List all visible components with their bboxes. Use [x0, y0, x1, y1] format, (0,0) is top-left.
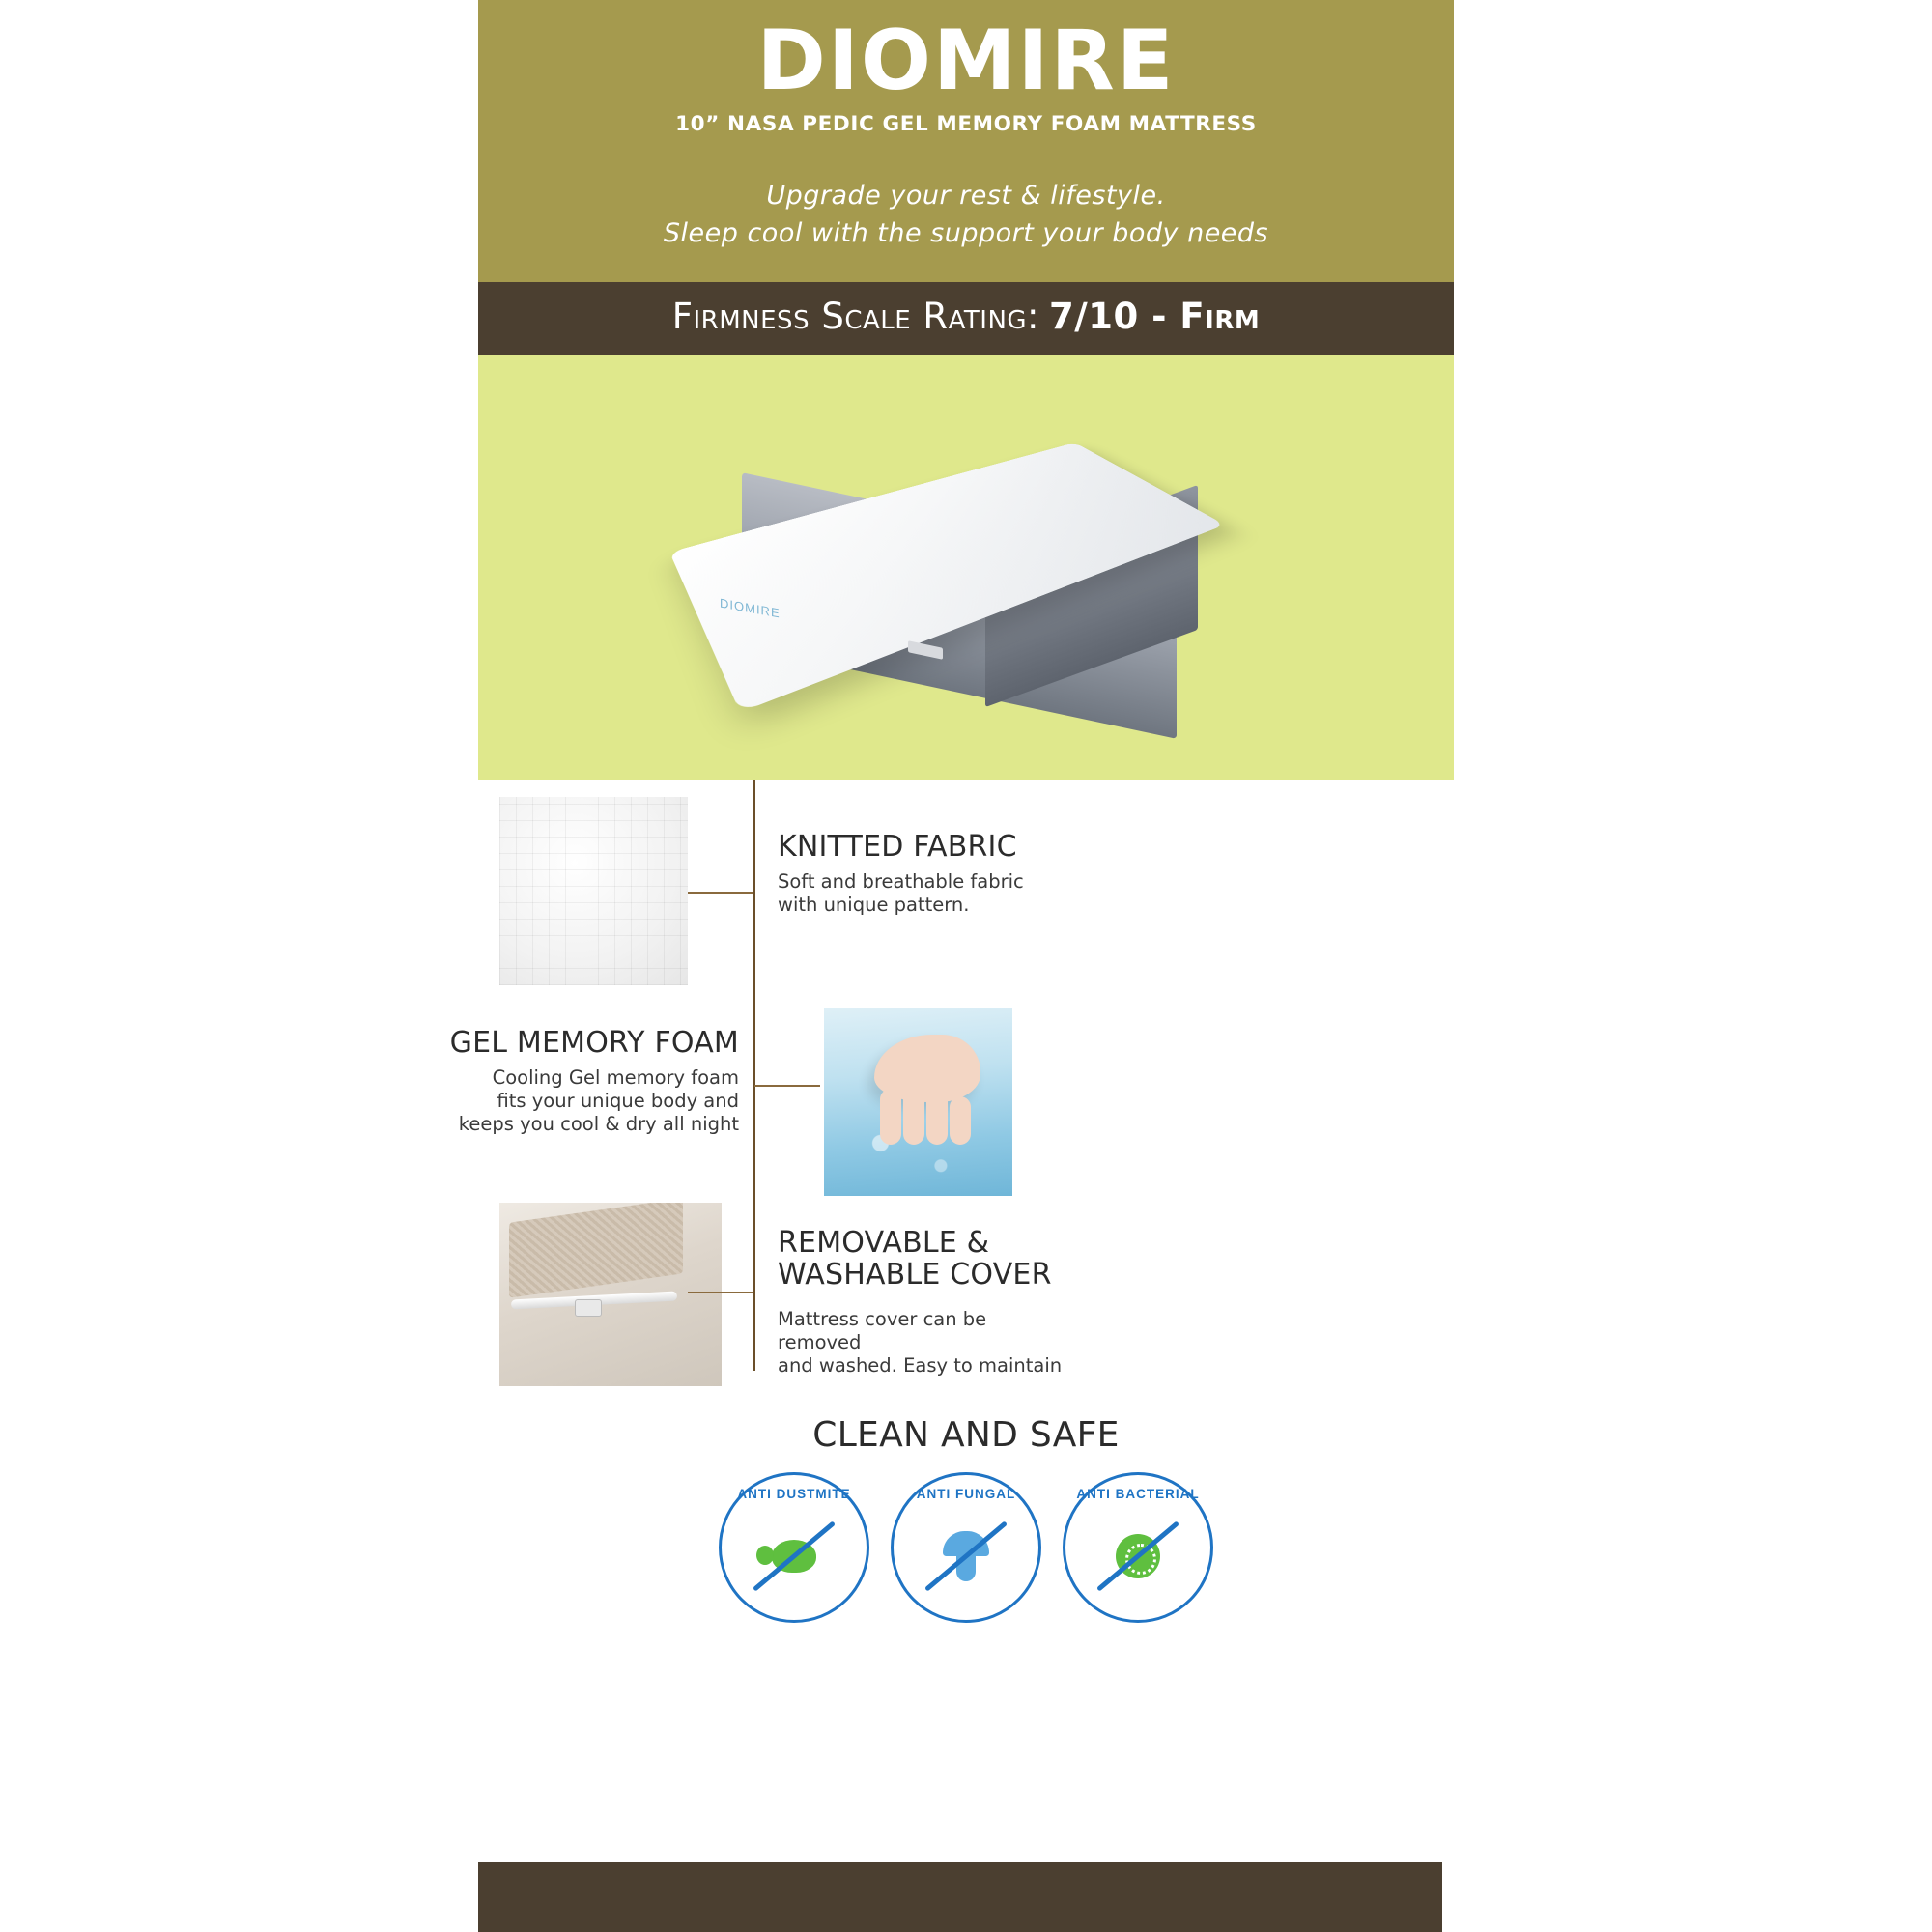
footer-bar: [478, 1862, 1454, 1932]
mattress-logo: DIOMIRE: [720, 595, 781, 621]
feature-desc-1-line1: Soft and breathable fabric: [778, 869, 1024, 893]
bacteria-icon: [1095, 1514, 1180, 1599]
clean-and-safe-title: CLEAN AND SAFE: [812, 1414, 1120, 1455]
feature-title-1: KNITTED FABRIC: [778, 829, 1017, 864]
fungus-icon: [923, 1514, 1009, 1599]
badge-anti-dustmite: [719, 1472, 869, 1623]
badge-anti-fungal: [891, 1472, 1041, 1623]
tagline: [497, 177, 1435, 252]
certification-badges: [478, 1472, 1454, 1623]
hero-product-image: [478, 355, 1454, 780]
connector-line-1: [688, 892, 753, 894]
firmness-label: Firmness Scale Rating:: [671, 295, 1040, 337]
firmness-bar: [478, 282, 1454, 355]
feature-desc-2-line2: fits your unique body and: [497, 1089, 739, 1112]
feature-title-3-line2: WASHABLE COVER: [778, 1257, 1052, 1292]
feature-text-2: [449, 1027, 739, 1137]
knitted-fabric-swatch: [499, 797, 688, 985]
tagline-line-1: Upgrade your rest & lifestyle.: [766, 181, 1166, 212]
feature-desc-2: [449, 1066, 739, 1137]
feature-knitted-fabric: [478, 797, 1454, 990]
feature-gel-memory-foam: [449, 990, 1454, 1183]
page-title: DIOMIRE: [756, 13, 1176, 109]
removable-cover-photo: [499, 1203, 722, 1386]
header-banner: [478, 0, 1454, 282]
firmness-rating: 7/10 - Firm: [1049, 295, 1261, 337]
feature-desc-1-line2: with unique pattern.: [778, 893, 970, 916]
feature-title-2: GEL MEMORY FOAM: [449, 1025, 739, 1060]
feature-desc-2-line1: Cooling Gel memory foam: [492, 1065, 739, 1089]
product-subtitle: 10” NASA PEDIC GEL MEMORY FOAM MATTRESS: [675, 112, 1257, 137]
badge-label-bacterial: ANTI BACTERIAL: [1076, 1486, 1200, 1501]
feature-text-1: [778, 831, 1067, 918]
clean-and-safe-section: [478, 1406, 1454, 1623]
features-section: [449, 780, 1454, 1406]
hand-illustration: [874, 1035, 980, 1102]
tagline-line-2: Sleep cool with the support your body needs: [663, 218, 1269, 249]
connector-line-2: [754, 1085, 820, 1087]
badge-label-fungal: ANTI FUNGAL: [916, 1486, 1016, 1501]
feature-text-3: [778, 1227, 1067, 1378]
cover-foam-surface: [509, 1203, 683, 1298]
content-column: [449, 0, 1454, 1932]
feature-title-3-line1: REMOVABLE &: [778, 1225, 990, 1260]
feature-desc-3: [778, 1308, 1067, 1378]
feature-desc-3-line2: and washed. Easy to maintain: [778, 1354, 1063, 1378]
feature-desc-3-line1: Mattress cover can be removed: [778, 1307, 987, 1353]
badge-anti-bacterial: [1063, 1472, 1213, 1623]
feature-desc-1: [778, 870, 1067, 918]
mattress-illustration: [667, 408, 1265, 726]
footer-edge: [1442, 1862, 1454, 1932]
connector-line-3: [688, 1292, 753, 1293]
gel-memory-foam-photo: [824, 1008, 1012, 1196]
zipper-pull: [575, 1299, 602, 1317]
badge-label-dustmite: ANTI DUSTMITE: [737, 1486, 851, 1501]
feature-removable-cover: [478, 1183, 1454, 1377]
feature-desc-2-line3: keeps you cool & dry all night: [458, 1113, 739, 1136]
dustmite-icon: [752, 1514, 837, 1599]
